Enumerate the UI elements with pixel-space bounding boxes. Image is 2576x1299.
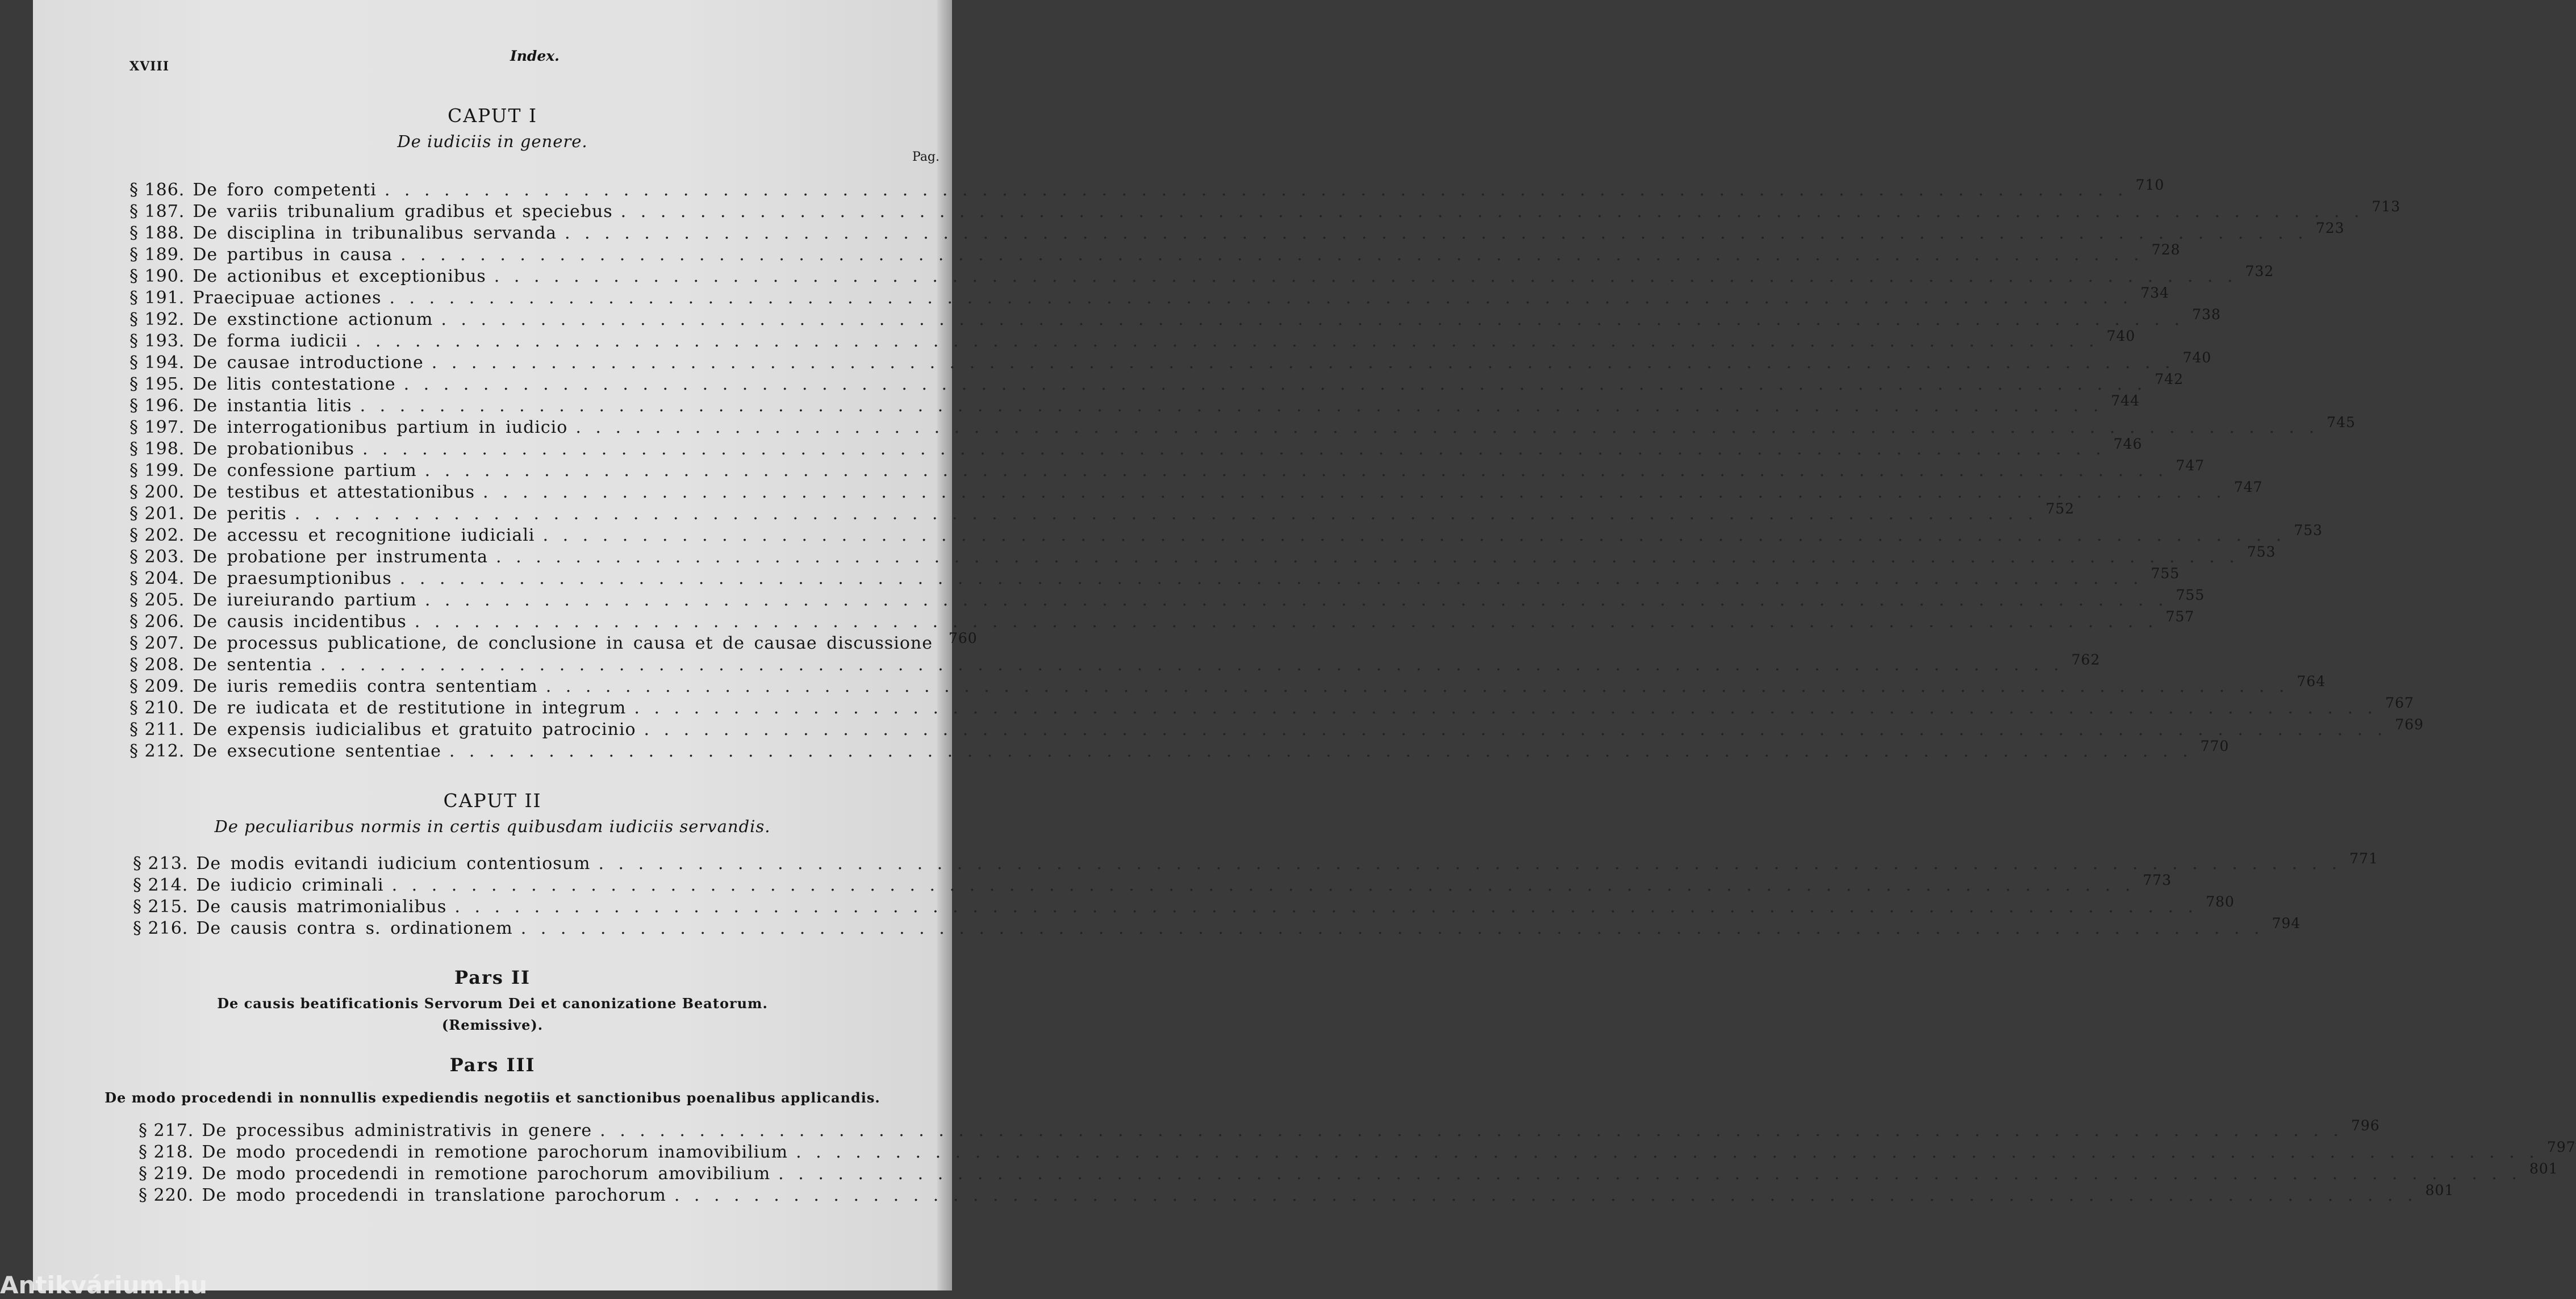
dot-leader [575,417,2319,438]
section-number: § 192. [130,310,185,329]
dot-leader [454,896,2198,918]
page-ref: 710 [2135,177,2165,193]
section-number: § 207. [130,633,185,653]
section-title: De confessione partium [193,461,417,481]
page-ref: 773 [2143,872,2172,888]
dot-leader [432,352,2175,374]
section-number: § 193. [130,331,185,351]
section-number: § 188. [130,223,185,243]
toc-entry [130,695,2414,719]
section-number: § 213. [133,854,189,874]
toc-entry [130,414,2356,438]
page-number: XVIII [130,59,170,74]
section-title: De iureiurando partium [193,590,417,610]
section-title: De praesumptionibus [193,569,392,588]
page-ref: 757 [2165,608,2195,625]
dot-leader [404,374,2147,395]
section-number: § 206. [130,612,185,632]
dot-leader [389,287,2132,309]
dot-leader [565,223,2308,244]
section-title: De sententia [193,655,312,675]
dot-leader [546,676,2289,697]
dot-leader [634,697,2377,719]
section-number: § 220. [139,1185,194,1205]
page-ref: 764 [2297,673,2326,690]
section-number: § 190. [130,266,185,286]
dot-leader [796,1142,2539,1163]
toc-entry [130,220,2345,244]
page-ref: 713 [2372,198,2401,215]
pars2-title: Pars II [454,967,531,988]
section-number: § 189. [130,245,185,265]
section-title: De instantia litis [193,396,352,416]
section-number: § 196. [130,396,185,416]
dot-leader [521,918,2264,939]
section-number: § 195. [130,374,185,394]
dot-leader [360,395,2103,417]
section-title: De probatione per instrumenta [193,547,489,567]
dot-leader [778,1163,2521,1185]
section-title: De foro competenti [193,180,377,200]
toc-entry [130,198,2401,223]
section-number: § 217. [139,1121,194,1141]
section-title: De exsecutione sententiae [193,741,441,761]
section-title: De re iudicata et de restitutione in integrum [193,698,627,718]
section-number: § 186. [130,180,185,200]
section-number: § 197. [130,417,185,437]
section-title: Praecipuae actiones [193,288,382,308]
page-ref: 723 [2315,220,2345,236]
section-title: De probationibus [193,439,354,459]
toc-entry [130,479,2263,503]
section-title: De expensis iudicialibus et gratuito patrocinio [193,720,636,740]
page-ref: 744 [2111,392,2140,409]
section-title: De modo procedendi in translatione parochorum [202,1185,666,1205]
toc-entry [139,1182,2454,1206]
section-title: De causis matrimonialibus [196,897,447,917]
toc-entry [130,500,2075,525]
page-ref: 745 [2327,414,2356,431]
section-number: § 214. [133,875,189,895]
page-ref: 740 [2182,349,2212,366]
section-number: § 218. [139,1142,194,1162]
toc-entry [130,457,2205,482]
page-ref: 770 [2200,738,2230,754]
page-ref: 780 [2206,893,2235,910]
section-number: § 202. [130,525,185,545]
section-title: De litis contestatione [193,374,396,394]
toc-entry [133,872,2172,896]
toc-entry [130,306,2221,331]
section-number: § 209. [130,676,185,696]
dot-leader [320,654,2064,676]
section-number: § 215. [133,897,189,917]
toc-entry [130,522,2323,546]
toc-entry [133,915,2301,939]
section-number: § 205. [130,590,185,610]
page-ref: 762 [2071,651,2101,668]
page-ref: 740 [2106,328,2136,344]
section-title: De disciplina in tribunalibus servanda [193,223,557,243]
pars3-title: Pars III [449,1054,536,1076]
page-ref: 732 [2245,263,2274,279]
caput1-toc [130,177,2424,762]
page-ref: 769 [2395,716,2424,733]
page-ref: 742 [2155,371,2184,387]
section-title: De testibus et attestationibus [193,482,475,502]
section-number: § 199. [130,461,185,481]
toc-entry [130,608,2195,633]
caput1-subtitle: De iudiciis in genere. [397,132,588,151]
toc-entry [130,263,2274,287]
section-number: § 212. [130,741,185,761]
page-ref: 753 [2247,544,2276,560]
dot-leader [483,482,2226,503]
page-ref: 752 [2045,500,2075,517]
section-title: De modis evitandi iudicium contentiosum [196,854,591,874]
page-ref: 734 [2140,285,2170,301]
section-number: § 198. [130,439,185,459]
toc-entry [130,371,2184,395]
pars3-subtitle: De modo procedendi in nonnullis expediendis negotiis et sanctionibus poenalibus applicandis. [105,1089,880,1106]
section-title: De actionibus et exceptionibus [193,266,486,286]
section-title: De causis incidentibus [193,612,407,632]
toc-entry [133,893,2235,918]
page-ref: 728 [2151,241,2181,258]
page-ref: 801 [2529,1160,2558,1177]
section-title: De processus publicatione, de conclusione in causa et de causae discussione [193,633,933,653]
dot-leader [598,853,2341,875]
dot-leader [496,546,2239,568]
section-number: § 219. [139,1164,194,1184]
toc-entry [139,1117,2380,1142]
toc-entry [130,349,2212,374]
section-number: § 194. [130,353,185,373]
dot-leader [621,201,2364,223]
section-title: De processibus administrativis in genere [202,1121,592,1141]
dot-leader [415,611,2158,633]
section-number: § 204. [130,569,185,588]
page-column-label: Pag. [912,150,940,164]
toc-entry [130,328,2136,352]
toc-entry [130,630,978,654]
toc-entry [130,544,2276,568]
pars2-note: (Remissive). [441,1017,544,1033]
caput2-subtitle: De peculiaribus normis in certis quibusdam iudiciis servandis. [214,817,771,836]
dot-leader [600,1120,2343,1142]
section-title: De iudicio criminali [196,875,384,895]
section-title: De forma iudicii [193,331,348,351]
page-ref: 755 [2176,587,2205,603]
dot-leader [356,331,2099,352]
section-number: § 201. [130,504,185,524]
toc-entry [130,241,2181,266]
running-title: Index. [510,48,560,64]
section-title: De modo procedendi in remotione parochorum inamovibilium [202,1142,788,1162]
page-ref: 747 [2233,479,2263,495]
section-title: De variis tribunalium gradibus et speciebus [193,202,613,222]
toc-entry [130,565,2180,590]
section-title: De modo procedendi in remotione parochorum amovibilium [202,1164,771,1184]
page-ref: 753 [2294,522,2323,538]
section-number: § 211. [130,720,185,740]
dot-leader [400,244,2144,266]
dot-leader [295,503,2038,525]
page-ref: 760 [948,630,978,646]
dot-leader [494,266,2237,287]
page-ref: 738 [2192,306,2221,323]
section-title: De partibus in causa [193,245,393,265]
dot-leader [400,568,2143,590]
dot-leader [385,179,2128,201]
section-title: De exstinctione actionum [193,310,433,329]
dot-leader [425,590,2168,611]
dot-leader [449,741,2193,762]
toc-entry [139,1139,2576,1163]
section-number: § 187. [130,202,185,222]
toc-entry [139,1160,2558,1185]
dot-leader [543,525,2286,546]
section-title: De accessu et recognitione iudiciali [193,525,535,545]
page-ref: 767 [2385,695,2414,711]
toc-entry [133,850,2378,875]
section-title: De causis contra s. ordinationem [196,918,513,938]
toc-entry [130,738,2230,762]
dot-leader [644,719,2387,741]
toc-entry [130,436,2143,460]
page-ref: 771 [2349,850,2378,867]
page-ref: 794 [2272,915,2301,932]
dot-leader [674,1185,2418,1206]
caput2-toc [133,850,2378,939]
dot-leader [362,438,2106,460]
book-page [33,0,2576,1290]
section-title: De causae introductione [193,353,424,373]
page-ref: 755 [2151,565,2180,582]
section-number: § 191. [130,288,185,308]
section-number: § 203. [130,547,185,567]
page-ref: 801 [2425,1182,2454,1198]
toc-entry [130,673,2326,697]
section-number: § 208. [130,655,185,675]
section-title: De iuris remediis contra sententiam [193,676,538,696]
toc-entry [130,651,2101,676]
caput1-title: CAPUT I [447,105,538,127]
dot-leader [425,460,2168,482]
section-title: De peritis [193,504,287,524]
section-number: § 200. [130,482,185,502]
caput2-title: CAPUT II [443,790,542,812]
toc-entry [130,177,2165,201]
page-ref: 797 [2546,1139,2576,1155]
page-ref: 796 [2350,1117,2380,1134]
pars3-toc [139,1117,2576,1206]
dot-leader [441,309,2184,331]
page-ref: 747 [2176,457,2205,474]
section-number: § 210. [130,698,185,718]
pars2-subtitle: De causis beatificationis Servorum Dei et canonizatione Beatorum. [217,995,768,1012]
toc-entry [130,392,2140,417]
page-ref: 746 [2113,436,2143,452]
toc-entry [130,587,2205,611]
section-title: De interrogationibus partium in iudicio [193,417,568,437]
dot-leader [392,875,2135,896]
watermark: Antikvárium.hu [0,1271,208,1299]
toc-entry [130,716,2424,741]
toc-entry [130,285,2170,309]
section-number: § 216. [133,918,189,938]
